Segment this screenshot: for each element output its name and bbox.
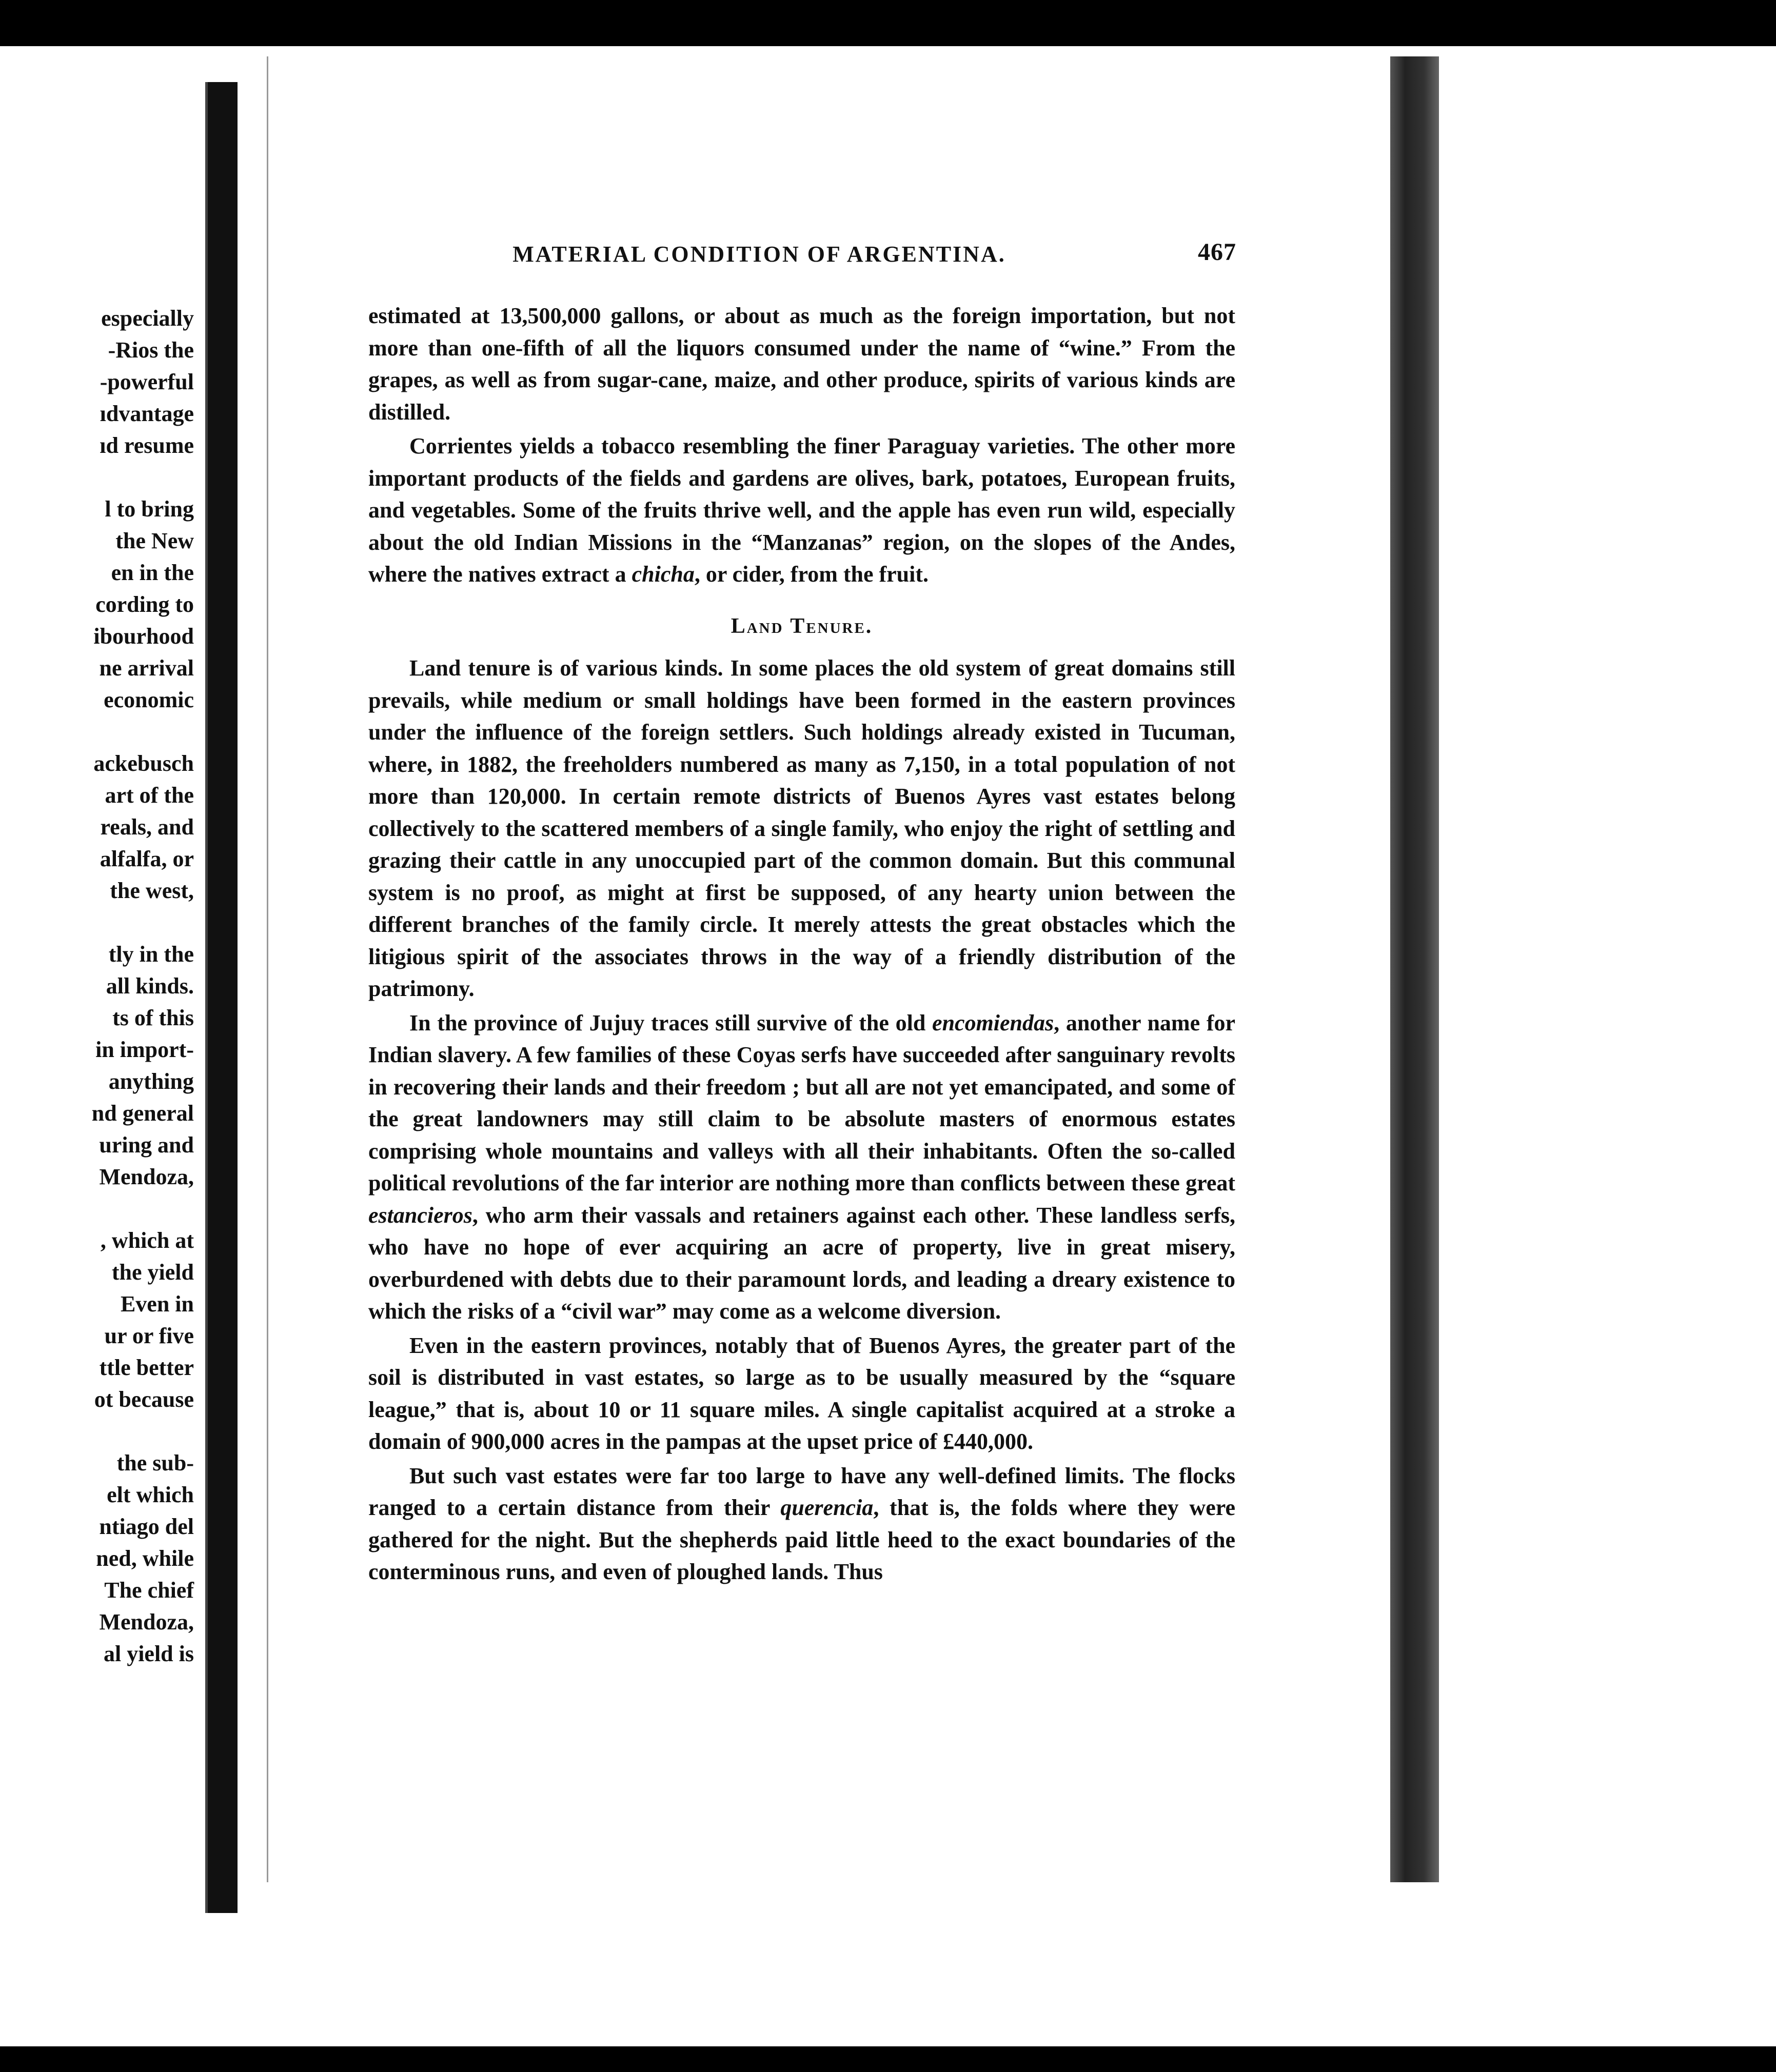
left-page-line: cording to <box>95 592 194 617</box>
left-page-line: ntiago del <box>99 1514 194 1539</box>
left-page-line: -Rios the <box>108 337 194 363</box>
left-page-line: ur or five <box>104 1323 194 1348</box>
left-page-line: ibourhood <box>93 624 194 649</box>
left-page-line: the west, <box>110 878 194 903</box>
left-page-line: the New <box>115 528 194 553</box>
scan-border-bottom <box>0 2046 1776 2072</box>
paragraph-text: , another name for Indian slavery. A few families of these Coyas serfs have succeeded after sanguinary revolts in recovering their lands and their freedom ; but all are not yet emancipated, and some of the great landowners may still claim to be absolute masters of enormous estates comprising whole mountains and valleys with all their inhabitants. Often the so-called political revolutions of the far interior are nothing more than conflicts between these great <box>368 1010 1236 1196</box>
left-page-line: ne arrival <box>99 655 194 681</box>
page-edge-stack <box>1390 56 1439 1882</box>
paragraph-text: , who arm their vassals and retainers against each other. These landless serfs, who have no hope of ever acquiring an acre of property, live in great misery, overburdened with debts due to their paramount lords, and leading a dreary existence to which the risks of a “civil war” may come as a welcome diversion. <box>368 1202 1235 1324</box>
left-page-line: elt which <box>107 1482 194 1507</box>
left-page-line: uring and <box>99 1132 194 1158</box>
left-page-line: economic <box>104 687 194 712</box>
left-page-line: the sub- <box>116 1450 194 1476</box>
section-heading <box>368 610 1235 643</box>
left-page-line: reals, and <box>100 814 194 840</box>
left-page-line: en in the <box>111 560 194 585</box>
left-page-gap <box>0 1193 194 1225</box>
paragraph <box>368 430 1235 591</box>
left-page-gap <box>0 1416 194 1447</box>
left-page-line: ned, while <box>96 1546 194 1571</box>
left-page-line: tly in the <box>108 942 194 967</box>
left-page-line: The chief <box>104 1578 194 1603</box>
left-page-line: alfalfa, or <box>100 846 194 871</box>
left-page-gap <box>0 462 194 493</box>
left-page-line: Mendoza, <box>99 1609 194 1635</box>
left-page-line: l to bring <box>105 496 194 522</box>
left-page-line: al yield is <box>103 1641 194 1666</box>
left-page-gap <box>0 716 194 748</box>
left-page-line: nd general <box>91 1101 194 1126</box>
italic-term: querencia <box>780 1495 874 1520</box>
page-margin <box>1439 46 1516 1892</box>
left-page-line: ot because <box>94 1387 194 1412</box>
paragraph <box>368 1460 1235 1588</box>
left-page <box>0 82 208 1913</box>
page-body <box>368 300 1235 1588</box>
left-page-gap <box>0 907 194 939</box>
book-gutter <box>208 82 238 1913</box>
scan-border-top <box>0 0 1776 46</box>
paragraph: Land tenure is of various kinds. In some places the old system of great domains still prevails, while medium or small holdings have been formed in the eastern provinces under the influence of the foreign settlers. Such holdings already existed in Tucuman, where, in 1882, the freeholders numbered as many as 7,150, in a total population of not more than 120,000. In certain remote districts of Buenos Ayres vast estates belong collectively to the scattered members of a single family, who enjoy the right of settling and grazing their cattle in any unoccupied part of the common domain. But this communal system is no proof, as might at first be supposed, of any hearty union between the different branches of the family circle. It merely attests the great obstacles which the litigious spirit of the associates throws in the way of a friendly distribution of the patrimony. <box>368 655 1235 1001</box>
left-page-line: in import- <box>95 1037 194 1062</box>
left-page-line: all kinds. <box>106 973 194 999</box>
left-page-line: -powerful <box>100 369 194 394</box>
left-page-line: ts of this <box>112 1005 194 1030</box>
left-page-line: Even in <box>120 1291 194 1317</box>
left-page-line: especially <box>101 306 194 331</box>
left-page-line: ıdvantage <box>100 401 194 426</box>
left-page-line: ttle better <box>99 1355 194 1380</box>
left-page-line: the yield <box>111 1260 194 1285</box>
italic-term: chicha <box>632 562 695 587</box>
paragraph <box>368 1007 1235 1328</box>
left-page-line: anything <box>108 1069 194 1094</box>
paragraph-text: In the province of Jujuy traces still survive of the old <box>409 1010 933 1035</box>
italic-term: encomiendas <box>932 1010 1054 1035</box>
left-page-line: ıd resume <box>100 433 194 458</box>
paragraph-text: But such vast estates were far too large to have any well-defined limits. The flocks ranged to a certain distance from their <box>368 1463 1235 1520</box>
left-page-line: Mendoza, <box>99 1164 194 1189</box>
left-page-line: ackebusch <box>93 751 194 776</box>
paragraph-text: , that is, the folds where they were gathered for the night. But the shepherds paid little heed to the exact boundaries of the conterminous runs, and even of ploughed lands. Thus <box>368 1495 1235 1584</box>
page-number: 467 <box>1198 238 1236 266</box>
paragraph: Even in the eastern provinces, notably that of Buenos Ayres, the greater part of the soil is distributed in vast estates, so large as to be usually measured by the “square league,” that is, about 10 or 11 square miles. A single capitalist acquired at a stroke a domain of 900,000 acres in the pampas at the upset price of £440,000. <box>368 1332 1235 1454</box>
italic-term: estancieros <box>368 1202 472 1228</box>
left-page-line: art of the <box>105 783 194 808</box>
paragraph-text: Corrientes yields a tobacco resembling the finer Paraguay varieties. The other more important products of the fields and gardens are olives, bark, potatoes, European fruits, and vegetables. Some of the fruits thrive well, and the apple has even run wild, especially about the old Indian Missions in the “Manzanas” region, on the slopes of the Andes, where the natives extract a <box>368 433 1235 587</box>
left-page-line: , which at <box>100 1228 194 1253</box>
paragraph-continued: estimated at 13,500,000 gallons, or about as much as the foreign importation, but not more than one-fifth of all the liquors consumed under the name of “wine.” From the grapes, as well as from sugar-cane, maize, and other produce, spirits of various kinds are distilled. <box>368 303 1235 425</box>
section-heading-text: Land Tenure. <box>731 614 873 638</box>
running-title: MATERIAL CONDITION OF ARGENTINA. <box>512 242 1006 267</box>
paragraph-text: , or cider, from the fruit. <box>694 562 929 587</box>
left-page-text <box>0 303 194 1670</box>
